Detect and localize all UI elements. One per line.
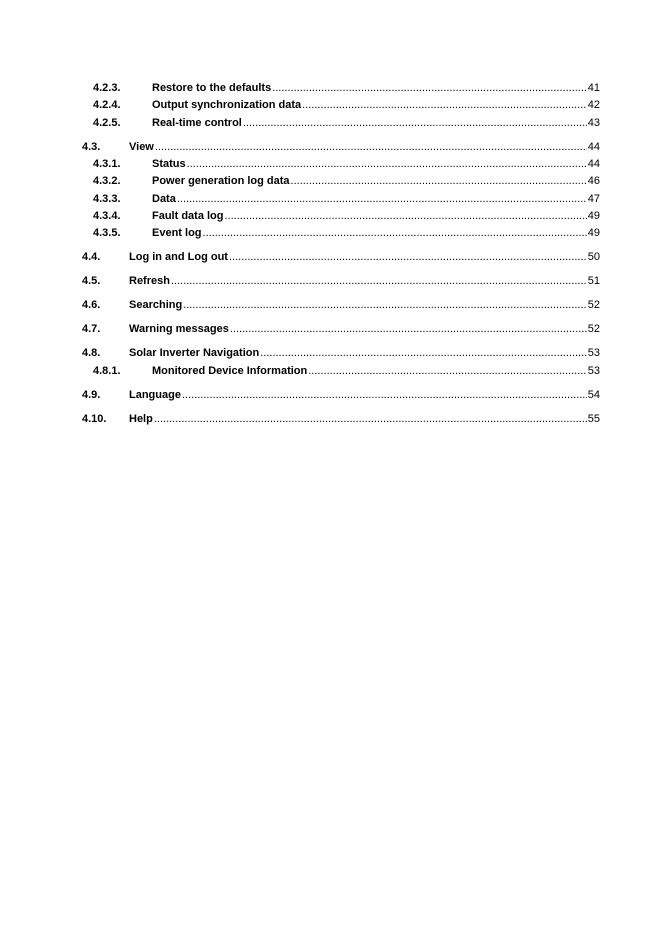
toc-entry-4-3-2[interactable] (0, 173, 662, 189)
toc-number: 4.8. (82, 347, 101, 359)
toc-title: Searching (129, 299, 183, 311)
toc-title: Real-time control (152, 117, 242, 129)
toc-title: View (129, 141, 154, 153)
dot-leader (260, 345, 587, 361)
toc-page-number: 55 (587, 413, 600, 425)
toc-entry-4-4[interactable] (0, 249, 662, 265)
dot-leader (155, 139, 587, 155)
toc-title: Refresh (129, 275, 170, 287)
toc-entry-4-7[interactable] (0, 321, 662, 337)
toc-page-number: 43 (587, 117, 600, 129)
toc-number: 4.3.2. (93, 175, 121, 187)
toc-entry-4-3[interactable] (0, 139, 662, 155)
dot-leader (225, 208, 587, 224)
toc-title: Monitored Device Information (152, 365, 308, 377)
toc-entry-4-8-1[interactable] (0, 363, 662, 379)
toc-entry-4-3-4[interactable] (0, 208, 662, 224)
toc-title: Solar Inverter Navigation (129, 347, 260, 359)
toc-entry-4-3-1[interactable] (0, 156, 662, 172)
toc-entry-4-2-3[interactable] (0, 80, 662, 96)
toc-number: 4.5. (82, 275, 101, 287)
toc-entry-4-9[interactable] (0, 387, 662, 403)
toc-page-number: 41 (587, 82, 600, 94)
toc-number: 4.2.4. (93, 99, 121, 111)
dot-leader (243, 115, 587, 131)
toc-page-number: 46 (587, 175, 600, 187)
dot-leader (272, 80, 587, 96)
toc-number: 4.7. (82, 323, 101, 335)
toc-entry-4-10[interactable] (0, 411, 662, 427)
toc-number: 4.2.5. (93, 117, 121, 129)
toc-page-number: 54 (587, 389, 600, 401)
toc-entry-4-2-5[interactable] (0, 115, 662, 131)
dot-leader (308, 363, 587, 379)
toc-number: 4.2.3. (93, 82, 121, 94)
toc-page-number: 47 (587, 193, 600, 205)
toc-title: Event log (152, 227, 202, 239)
toc-title: Power generation log data (152, 175, 290, 187)
toc-page-number: 50 (587, 251, 600, 263)
toc-page-number: 49 (587, 227, 600, 239)
toc-number: 4.3.4. (93, 210, 121, 222)
toc-number: 4.9. (82, 389, 101, 401)
toc-entry-4-6[interactable] (0, 297, 662, 313)
toc-title: Help (129, 413, 153, 425)
toc-title: Status (152, 158, 186, 170)
dot-leader (154, 411, 587, 427)
toc-number: 4.3.1. (93, 158, 121, 170)
toc-number: 4.10. (82, 413, 107, 425)
toc-page-number: 52 (587, 323, 600, 335)
toc-title: Fault data log (152, 210, 224, 222)
toc-page-number: 44 (587, 141, 600, 153)
toc-title: Language (129, 389, 181, 401)
toc-entry-4-8[interactable] (0, 345, 662, 361)
toc-number: 4.3. (82, 141, 101, 153)
toc-number: 4.8.1. (93, 365, 121, 377)
toc-page-number: 42 (587, 99, 600, 111)
toc-page-number: 53 (587, 365, 600, 377)
toc-entry-4-3-5[interactable] (0, 225, 662, 241)
toc-page-number: 51 (587, 275, 600, 287)
dot-leader (230, 321, 587, 337)
toc-entry-4-2-4[interactable] (0, 97, 662, 113)
dot-leader (182, 387, 587, 403)
toc-title: Warning messages (129, 323, 229, 335)
toc-page-number: 49 (587, 210, 600, 222)
toc-title: Output synchronization data (152, 99, 302, 111)
toc-page-number: 44 (587, 158, 600, 170)
toc-number: 4.3.5. (93, 227, 121, 239)
dot-leader (203, 225, 587, 241)
toc-title: Restore to the defaults (152, 82, 272, 94)
dot-leader (183, 297, 587, 313)
dot-leader (291, 173, 587, 189)
toc-page-number: 53 (587, 347, 600, 359)
dot-leader (171, 273, 587, 289)
toc-number: 4.6. (82, 299, 101, 311)
toc-number: 4.3.3. (93, 193, 121, 205)
toc-title: Log in and Log out (129, 251, 228, 263)
toc-entry-4-5[interactable] (0, 273, 662, 289)
dot-leader (187, 156, 587, 172)
toc-page-number: 52 (587, 299, 600, 311)
dot-leader (302, 97, 587, 113)
dot-leader (229, 249, 587, 265)
toc-title: Data (152, 193, 176, 205)
toc-number: 4.4. (82, 251, 101, 263)
dot-leader (177, 191, 587, 207)
toc-entry-4-3-3[interactable] (0, 191, 662, 207)
